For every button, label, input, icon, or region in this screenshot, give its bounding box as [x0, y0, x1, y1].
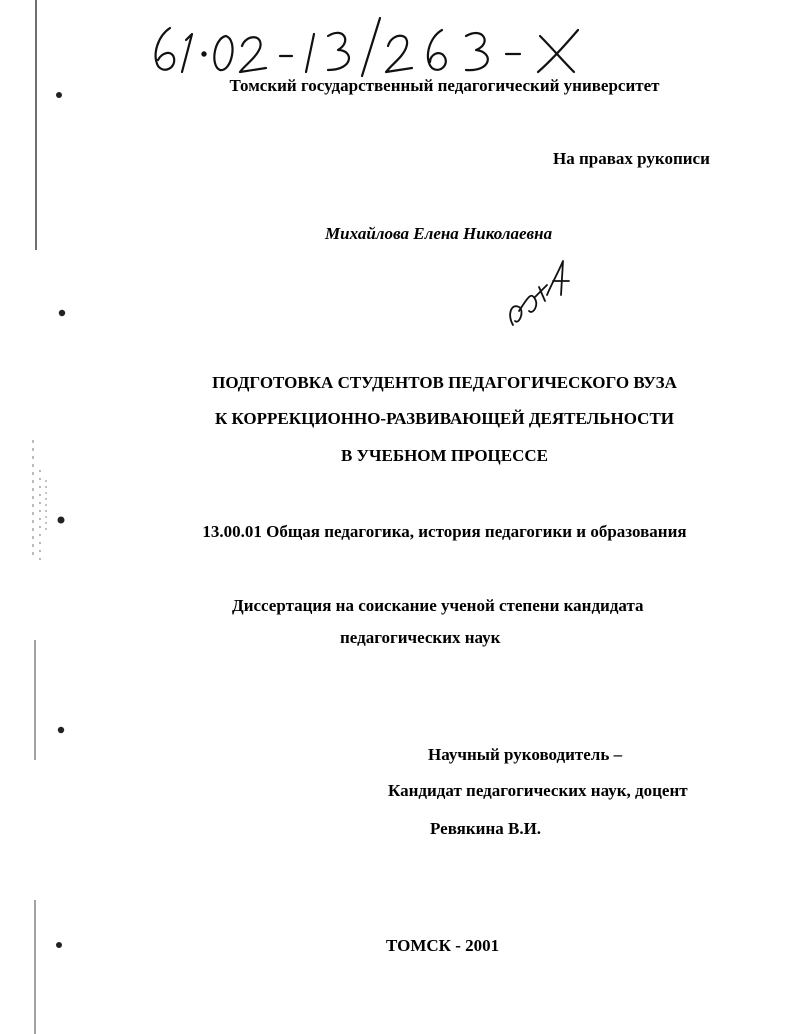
- supervisor-label: Научный руководитель –: [428, 745, 623, 764]
- binding-edge-marks: [0, 0, 80, 1034]
- signature: [505, 255, 575, 335]
- rights-note: На правах рукописи: [553, 149, 710, 168]
- dissertation-line-2: педагогических наук: [340, 628, 501, 647]
- title-line-1: ПОДГОТОВКА СТУДЕНТОВ ПЕДАГОГИЧЕСКОГО ВУЗА: [212, 373, 677, 392]
- author-name: Михайлова Елена Николаевна: [325, 224, 553, 243]
- supervisor-name: Ревякина В.И.: [430, 819, 542, 838]
- handwritten-archive-number: [148, 14, 618, 78]
- specialty-code: 13.00.01 Общая педагогика, история педагогики и образования: [202, 522, 687, 541]
- place-year: ТОМСК - 2001: [386, 936, 500, 955]
- title-line-3: В УЧЕБНОМ ПРОЦЕССЕ: [340, 446, 549, 465]
- university-name: Томский государственный педагогический университет: [229, 76, 660, 95]
- supervisor-degree: Кандидат педагогических наук, доцент: [388, 781, 688, 800]
- dissertation-line-1: Диссертация на соискание ученой степени кандидата: [232, 596, 644, 615]
- title-line-2: К КОРРЕКЦИОННО-РАЗВИВАЮЩЕЙ ДЕЯТЕЛЬНОСТИ: [214, 409, 675, 428]
